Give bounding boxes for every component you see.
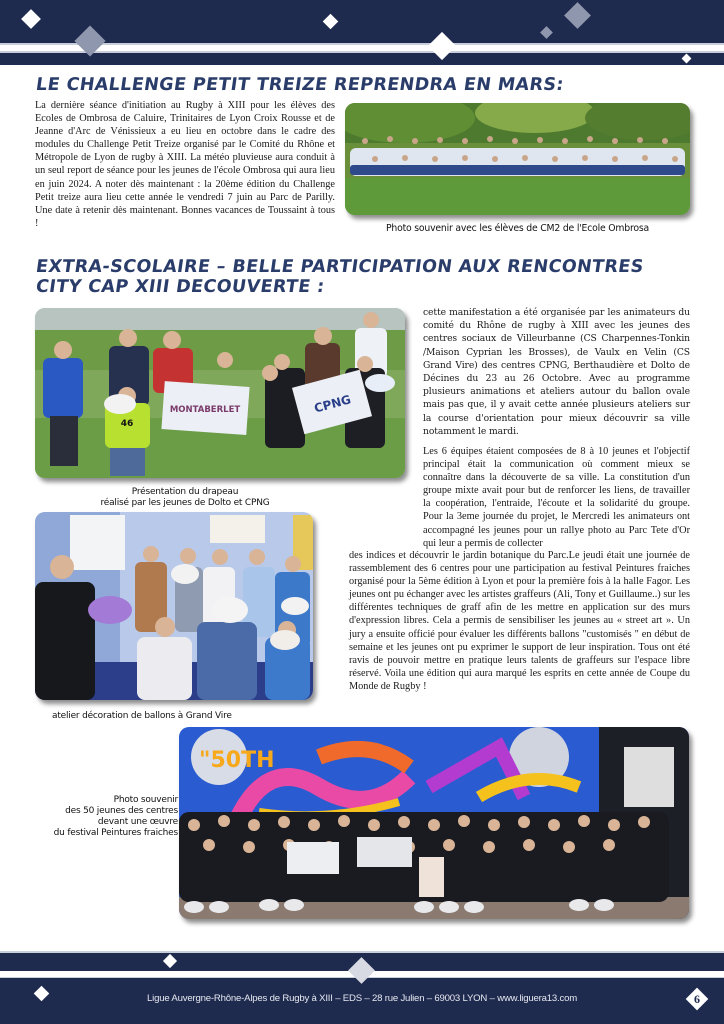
caption-flag-line1: Présentation du drapeau: [131, 487, 239, 497]
banner-montaberlet-text: MONTABERLET: [169, 405, 241, 415]
jersey-number-text: 46: [120, 419, 134, 429]
graffiti-50th-text: "50TH: [199, 748, 275, 773]
caption-graffiti-line3: devant une œuvre: [97, 817, 178, 827]
footer-address: Ligue Auvergne-Rhône-Alpes de Rugby à XIII – EDS – 28 rue Julien – 69003 LYON – www.liguera13.com: [147, 993, 577, 1004]
photo-graffiti-group: [179, 727, 689, 919]
caption-graffiti-line2: des 50 jeunes des centres: [65, 806, 178, 816]
section-body-part3: des indices et découvrir le jardin botanique du Parc.Le jeudi était une journée de rassemblement des 6 centres pour une participation au festival Peintures fraiches organisé pour la 5ème édition à Lyon et pour la première fois à la halle Fagor. Les jeunes ont pu échanger avec les artistes graffeurs (Ali, Tony et Guillaume..) sur les différentes techniques de graff afin de les mettre en application sur des murs d'expression libres. Cela a permis de sensibiliser les jeunes au « street art ». Un jury a ensuite officié pour évaluer les différents ballons "customisés " en début de semaine et les jeunes ont pu exprimer le support de leur inspiration. Tous ont été ravis de pouvoir mettre en pratique leurs talents de graffeurs sur l'espace libre réservé. Voila une édition qui aura marqué les esprits en cette année de Coupe du Monde de Rugby !: [349, 550, 690, 692]
caption-ombrosa: Photo souvenir avec les élèves de CM2 de l'Ecole Ombrosa: [385, 223, 650, 234]
page-number: 6: [694, 992, 700, 1006]
photo-ball-decoration: [35, 512, 313, 700]
header-band-top: [0, 0, 724, 43]
section-body-part2: Les 6 équipes étaient composées de 8 à 10 jeunes et l'objectif principal était la communication où comment mieux se connaître dans la découverte de sa ville. La constitution d'un groupe mixte avait pour but de renforcer les liens, de travailler la coopération, l'entraide, l'écoute et la solidarité du groupe. Pour la 3eme journée du projet, le Mercredi les animateurs ont accompagné les jeunes pour un rallye photo au Parc Tete d'Or qui leur a permis de collecter: [423, 446, 690, 549]
banner-cpng-text: CPNG: [312, 392, 353, 416]
caption-graffiti-line4: du festival Peintures fraiches: [53, 828, 178, 838]
section-body-challenge: La dernière séance d'initiation au Rugby à XIII pour les élèves des Ecoles de Ombrosa de Caluire, Trinitaires de Lyon Croix Rousse et de Jeanne d'Arc de Vénissieux a eu lieu en octobre dans le cadre des modules du Challenge Petit Treize organisé par le Comité du Rhône et Métropole de Lyon de rugby à XIII. La météo pluvieuse aura conduit à un seul report de séance pour les jeunes de l'école Ombrosa qui aura lieu en juin 2024. A noter dès maintenant : la 20ème édition du Challenge Petit treize aura lieu cette année le vendredi 7 juin au Parc de Parilly. Une date à retenir dès maintenant. Bonnes vacances de Toussaint à tous !: [35, 100, 335, 229]
header-band-bottom: [0, 53, 724, 65]
section-body-part1: cette manifestation a été organisée par les animateurs du comité du Rhône de rugby à XIII avec les jeunes des centres sociaux de Villeurbanne (CS Charpennes-Tonkin /Maison Cyprian les Brosses), de Vaulx en Velin (CS Grand Vire) des centres CPNG, Berthaudière et Dolto de Décines du 23 au 26 Octobre. Avec au programme plusieurs animations et ateliers autour du ballon ovale mais pas que, il y avait cette année plusieurs ateliers sur la course d'orientation pour mieux découvrir sa ville notamment le mardi.: [423, 307, 690, 437]
section-title-extrascolaire-line2: CITY CAP XIII DECOUVERTE :: [34, 277, 326, 297]
section-title-challenge: LE CHALLENGE PETIT TREIZE REPRENDRA EN MARS:: [34, 75, 566, 95]
caption-flag-line2: réalisé par les jeunes de Dolto et CPNG: [100, 498, 270, 508]
section-title-extrascolaire-line1: EXTRA-SCOLAIRE – BELLE PARTICIPATION AUX RENCONTRES: [34, 257, 645, 277]
caption-balls: atelier décoration de ballons à Grand Vire: [52, 711, 232, 721]
photo-flag-presentation: [35, 308, 405, 478]
caption-graffiti-line1: Photo souvenir: [113, 795, 178, 805]
photo-cm2-ombrosa: [345, 103, 690, 215]
